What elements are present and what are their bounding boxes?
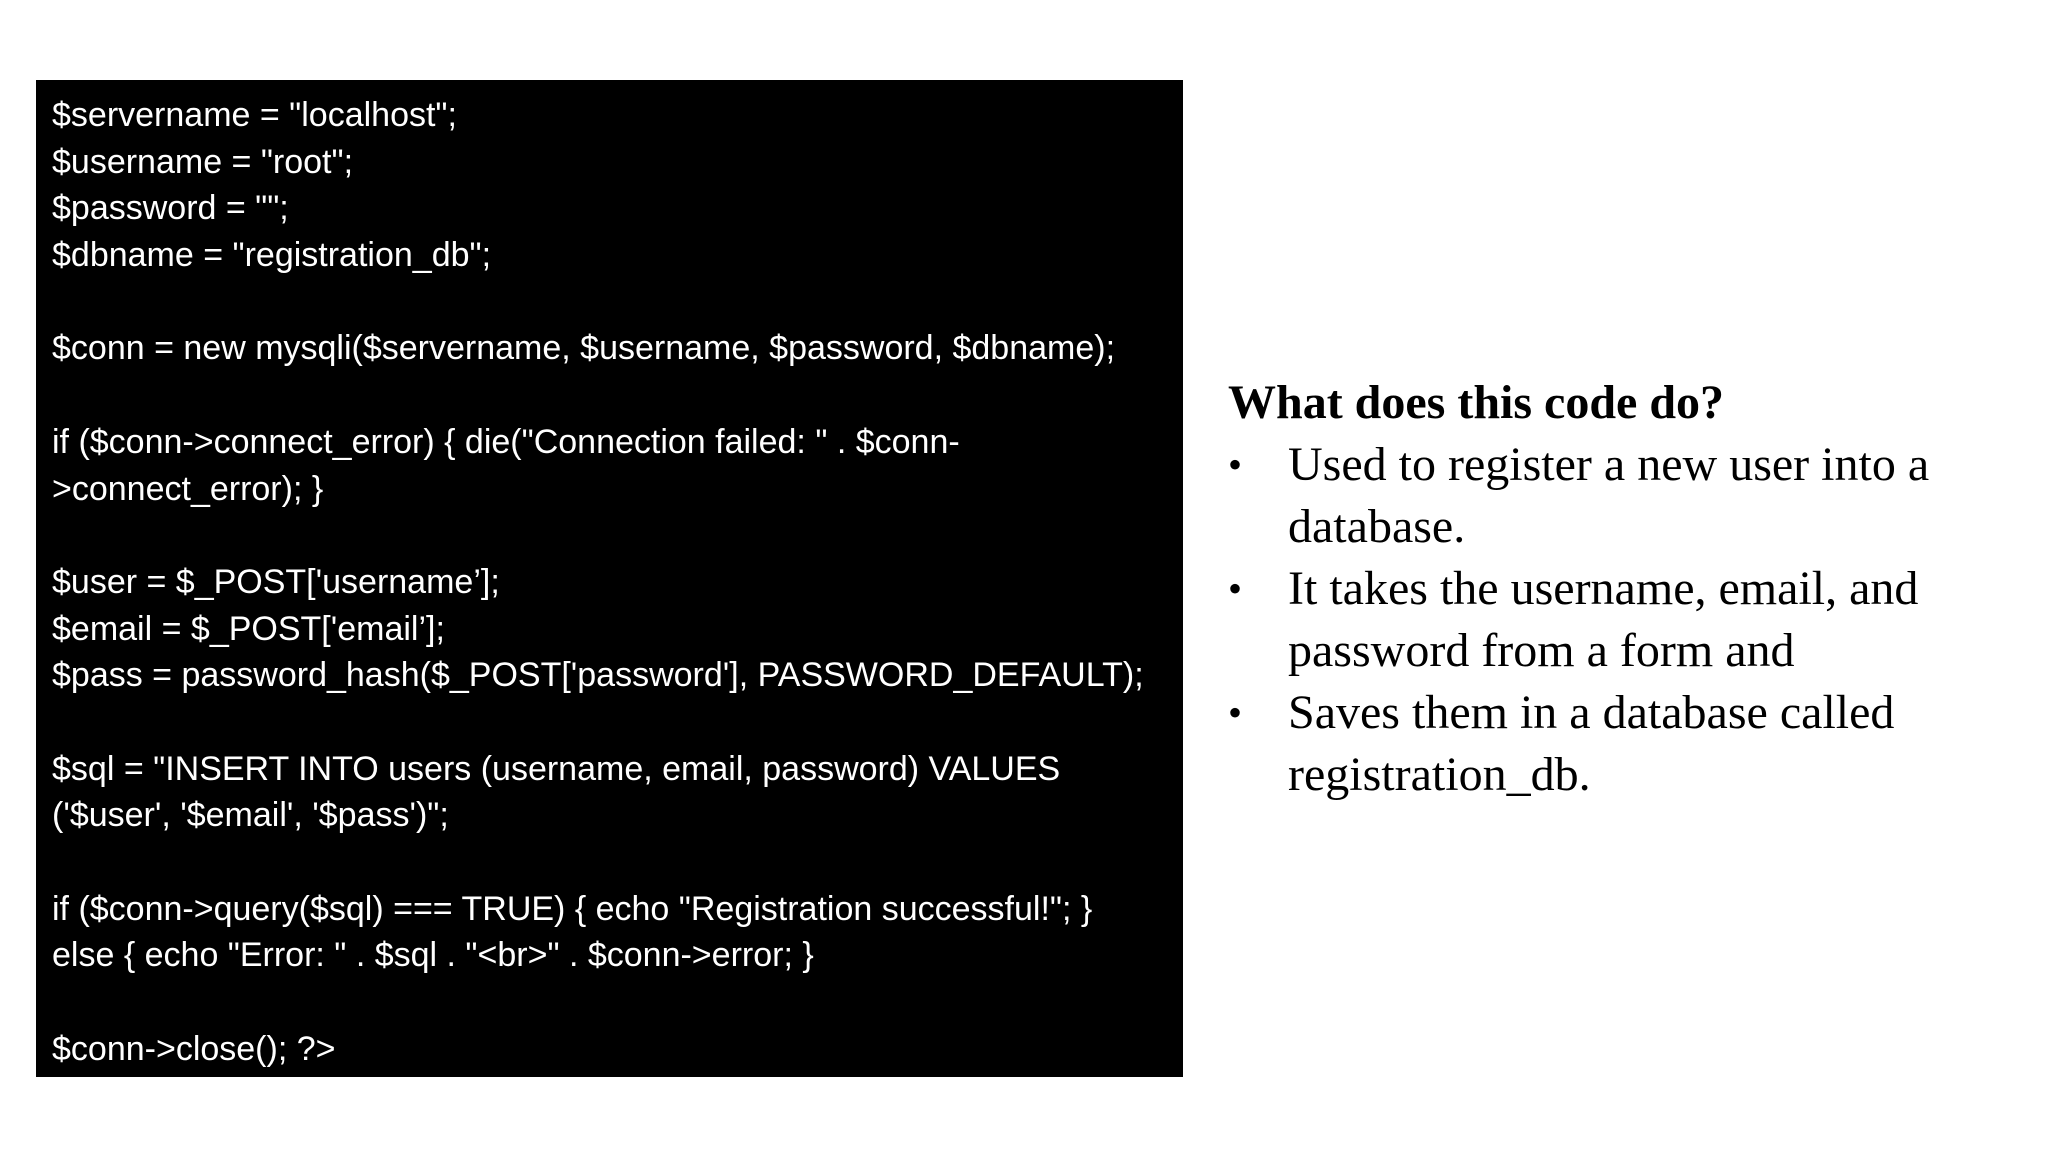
code-block xyxy=(36,80,1183,1077)
code-line xyxy=(52,279,1183,326)
code-line: $password = ""; xyxy=(52,189,289,228)
code-line: $servername = "localhost"; xyxy=(52,96,457,134)
code-line: >connect_error); } xyxy=(52,469,324,508)
code-line xyxy=(52,979,1183,1026)
code-line: else { echo "Error: " . $sql . "<br>" . $conn->error; } xyxy=(52,936,814,975)
code-line xyxy=(52,512,1183,559)
code-line: $conn->close(); ?> xyxy=(52,1029,336,1068)
code-line: $user = $_POST['username’]; xyxy=(52,562,500,601)
bullet-icon: • xyxy=(1228,566,1243,611)
code-line xyxy=(52,372,1183,419)
code-line: $conn = new mysqli($servername, $username, $password, $dbname); xyxy=(52,329,1116,368)
code-line: $username = "root"; xyxy=(52,142,354,181)
code-line: if ($conn->connect_error) { die("Connection failed: " . $conn- xyxy=(52,422,960,461)
code-line xyxy=(52,839,1183,886)
list-item-text: It takes the username, email, and password from a form and xyxy=(1288,562,1919,677)
list-item-text: Used to register a new user into a database. xyxy=(1288,438,1930,553)
code-line: $pass = password_hash($_POST['password'], PASSWORD_DEFAULT); xyxy=(52,656,1144,695)
code-line: $email = $_POST['email’]; xyxy=(52,609,445,648)
code-line xyxy=(52,699,1183,746)
list-item xyxy=(1228,682,2028,806)
list-item xyxy=(1228,434,2028,558)
bullet-icon: • xyxy=(1228,442,1243,487)
explanation-title: What does this code do? xyxy=(1228,376,1725,429)
bullet-icon: • xyxy=(1228,690,1243,735)
code-line: ('$user', '$email', '$pass')"; xyxy=(52,796,449,835)
explanation-list xyxy=(1228,434,2028,806)
list-item xyxy=(1228,558,2028,682)
explanation-panel xyxy=(1228,372,2028,806)
code-line: $dbname = "registration_db"; xyxy=(52,236,492,275)
code-line: $sql = "INSERT INTO users (username, email, password) VALUES xyxy=(52,749,1061,788)
list-item-text: Saves them in a database called registration_db. xyxy=(1288,686,1895,801)
code-line: if ($conn->query($sql) === TRUE) { echo "Registration successful!"; } xyxy=(52,889,1093,928)
